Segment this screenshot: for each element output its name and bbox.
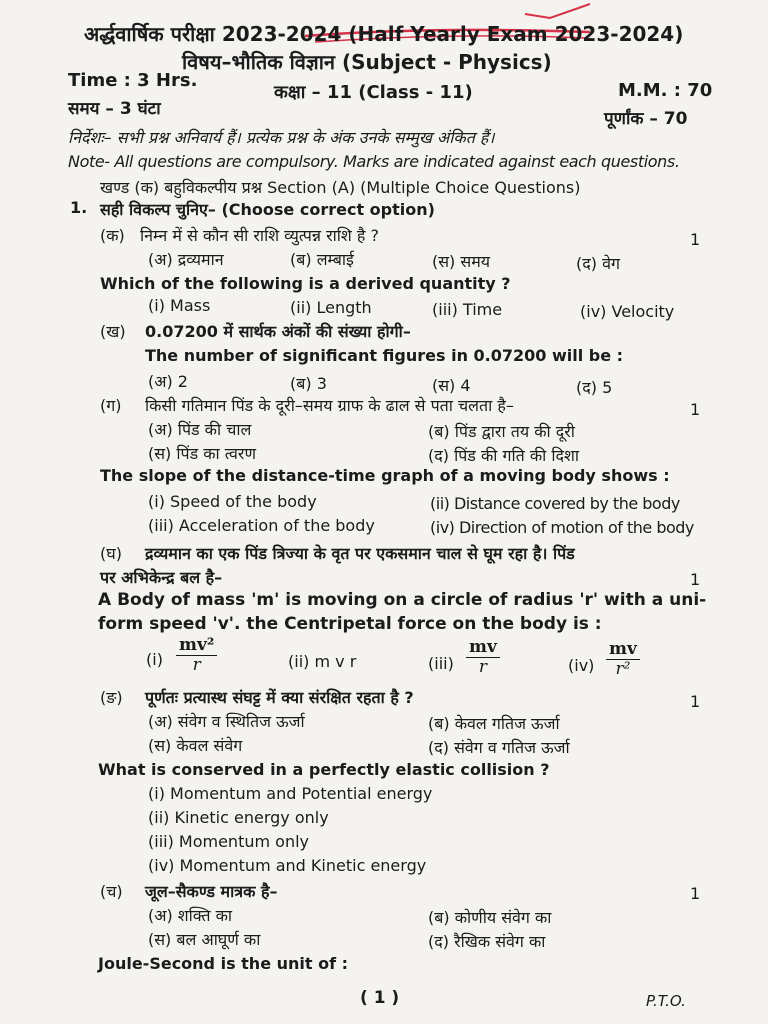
qa-option-hi-d: (द) वेग [576, 254, 620, 273]
qa-question-en: Which of the following is a derived quantity ? [100, 274, 511, 293]
qc-option-en-3: (iii) Acceleration of the body [148, 516, 375, 535]
qf-marks: 1 [690, 884, 701, 903]
question-number: 1. [70, 198, 88, 217]
qe-marks: 1 [690, 692, 701, 711]
qd-question-hi-2: पर अभिकेन्द्र बल है– [100, 568, 223, 587]
instruction-hi: निर्देशः– सभी प्रश्न अनिवार्य हैं। प्रत्येक प्रश्न के अंक उनके सम्मुख अंकित हैं। [68, 128, 495, 147]
qe-option-hi-c: (स) केवल संवेग [148, 736, 243, 755]
qd-option-3-denominator: r [478, 656, 487, 677]
qa-option-en-3: (iii) Time [432, 300, 503, 319]
qa-question-hi: निम्न में से कौन सी राशि व्युत्पन्न राशि है ? [140, 226, 379, 245]
note-en: Note- All questions are compulsory. Marks are indicated against each questions. [68, 152, 680, 171]
time-hi: समय – 3 घंटा [68, 99, 161, 119]
qa-option-hi-a: (अ) द्रव्यमान [148, 250, 224, 269]
qb-option-b: (ब) 3 [290, 374, 327, 393]
qa-option-en-4: (iv) Velocity [580, 302, 675, 321]
qe-option-en-3: (iii) Momentum only [148, 832, 309, 851]
section-heading: खण्ड (क) बहुविकल्पीय प्रश्न Section (A) (Multiple Choice Questions) [100, 178, 581, 197]
qd-option-4-label: (iv) [568, 656, 595, 675]
qd-option-3-fraction [466, 638, 500, 676]
qf-option-hi-c: (स) बल आघूर्ण का [148, 930, 261, 949]
qf-question-en: Joule-Second is the unit of : [98, 954, 349, 973]
qc-question-en: The slope of the distance-time graph of a moving body shows : [100, 466, 670, 485]
qe-label: (ङ) [100, 688, 123, 707]
qc-option-hi-c: (स) पिंड का त्वरण [148, 444, 257, 463]
qa-option-hi-c: (स) समय [432, 252, 491, 271]
time-en: Time : 3 Hrs. [68, 70, 198, 91]
qa-option-en-2: (ii) Length [290, 298, 372, 317]
qb-option-a: (अ) 2 [148, 372, 188, 391]
qc-option-en-1: (i) Speed of the body [148, 492, 317, 511]
qf-option-hi-a: (अ) शक्ति का [148, 906, 233, 925]
qd-marks: 1 [690, 570, 701, 589]
qa-option-en-1: (i) Mass [148, 296, 211, 315]
exam-title: अर्द्धवार्षिक परीक्षा 2023-2024 (Half Yearly Exam 2023-2024) [84, 22, 684, 46]
page-number: ( 1 ) [360, 988, 400, 1008]
qc-option-en-2: (ii) Distance covered by the body [430, 494, 680, 513]
qd-question-en-2: form speed 'v'. the Centripetal force on the body is : [98, 614, 602, 634]
qd-option-4-fraction [606, 640, 640, 678]
qe-option-en-4: (iv) Momentum and Kinetic energy [148, 856, 427, 875]
qb-question-en: The number of significant figures in 0.07200 will be : [145, 346, 624, 365]
qa-label: (क) [100, 226, 125, 245]
qd-option-1-denominator: r [192, 654, 201, 675]
qd-option-3-numerator: mv [466, 638, 500, 658]
qc-option-hi-d: (द) पिंड की गति की दिशा [428, 446, 580, 465]
qa-marks: 1 [690, 230, 701, 249]
max-marks-en: M.M. : 70 [618, 80, 713, 101]
qf-option-hi-b: (ब) कोणीय संवेग का [428, 908, 552, 927]
qd-question-hi-1: द्रव्यमान का एक पिंड त्रिज्या के वृत पर एकसमान चाल से घूम रहा है। पिंड [145, 544, 575, 563]
qc-option-en-4: (iv) Direction of motion of the body [430, 518, 694, 537]
qa-option-hi-b: (ब) लम्बाई [290, 250, 354, 269]
pen-tick-mark [520, 0, 600, 22]
qd-option-2: (ii) m v r [288, 652, 357, 671]
qe-question-hi: पूर्णतः प्रत्यास्थ संघट्ट में क्या संरक्षित रहता है ? [145, 688, 414, 707]
qe-option-hi-a: (अ) संवेग व स्थितिज ऊर्जा [148, 712, 305, 731]
qc-label: (ग) [100, 396, 122, 415]
qd-option-3-label: (iii) [428, 654, 454, 673]
qd-option-1-numerator: mv² [176, 636, 217, 656]
qc-question-hi: किसी गतिमान पिंड के दूरी–समय ग्राफ के ढाल से पता चलता है– [145, 396, 514, 415]
class-label: कक्षा – 11 (Class - 11) [274, 82, 473, 103]
qe-option-hi-d: (द) संवेग व गतिज ऊर्जा [428, 738, 570, 757]
qb-option-c: (स) 4 [432, 376, 471, 395]
qd-label: (घ) [100, 544, 122, 563]
qf-question-hi: जूल–सैकण्ड मात्रक है– [145, 882, 278, 901]
qf-option-hi-d: (द) रैखिक संवेग का [428, 932, 546, 951]
qe-option-en-2: (ii) Kinetic energy only [148, 808, 329, 827]
qe-option-hi-b: (ब) केवल गतिज ऊर्जा [428, 714, 560, 733]
q1-heading: सही विकल्प चुनिए– (Choose correct option) [100, 200, 435, 219]
qc-option-hi-a: (अ) पिंड की चाल [148, 420, 252, 439]
qd-option-4-numerator: mv [606, 640, 640, 660]
max-marks-hi: पूर्णांक – 70 [604, 109, 688, 129]
qe-question-en: What is conserved in a perfectly elastic collision ? [98, 760, 550, 779]
qb-label: (ख) [100, 322, 126, 341]
qf-label: (च) [100, 882, 123, 901]
qe-option-en-1: (i) Momentum and Potential energy [148, 784, 433, 803]
qb-question-hi: 0.07200 में सार्थक अंकों की संख्या होगी– [145, 322, 411, 341]
qd-option-1-label: (i) [146, 650, 163, 669]
qd-question-en-1: A Body of mass 'm' is moving on a circle of radius 'r' with a uni- [98, 590, 707, 610]
qc-option-hi-b: (ब) पिंड द्वारा तय की दूरी [428, 422, 575, 441]
subject-title: विषय–भौतिक विज्ञान (Subject - Physics) [182, 50, 552, 74]
qd-option-4-denominator: r² [615, 658, 631, 679]
qc-marks: 1 [690, 400, 701, 419]
pto-label: P.T.O. [646, 992, 686, 1010]
qb-option-d: (द) 5 [576, 378, 613, 397]
qd-option-1-fraction [176, 636, 217, 674]
